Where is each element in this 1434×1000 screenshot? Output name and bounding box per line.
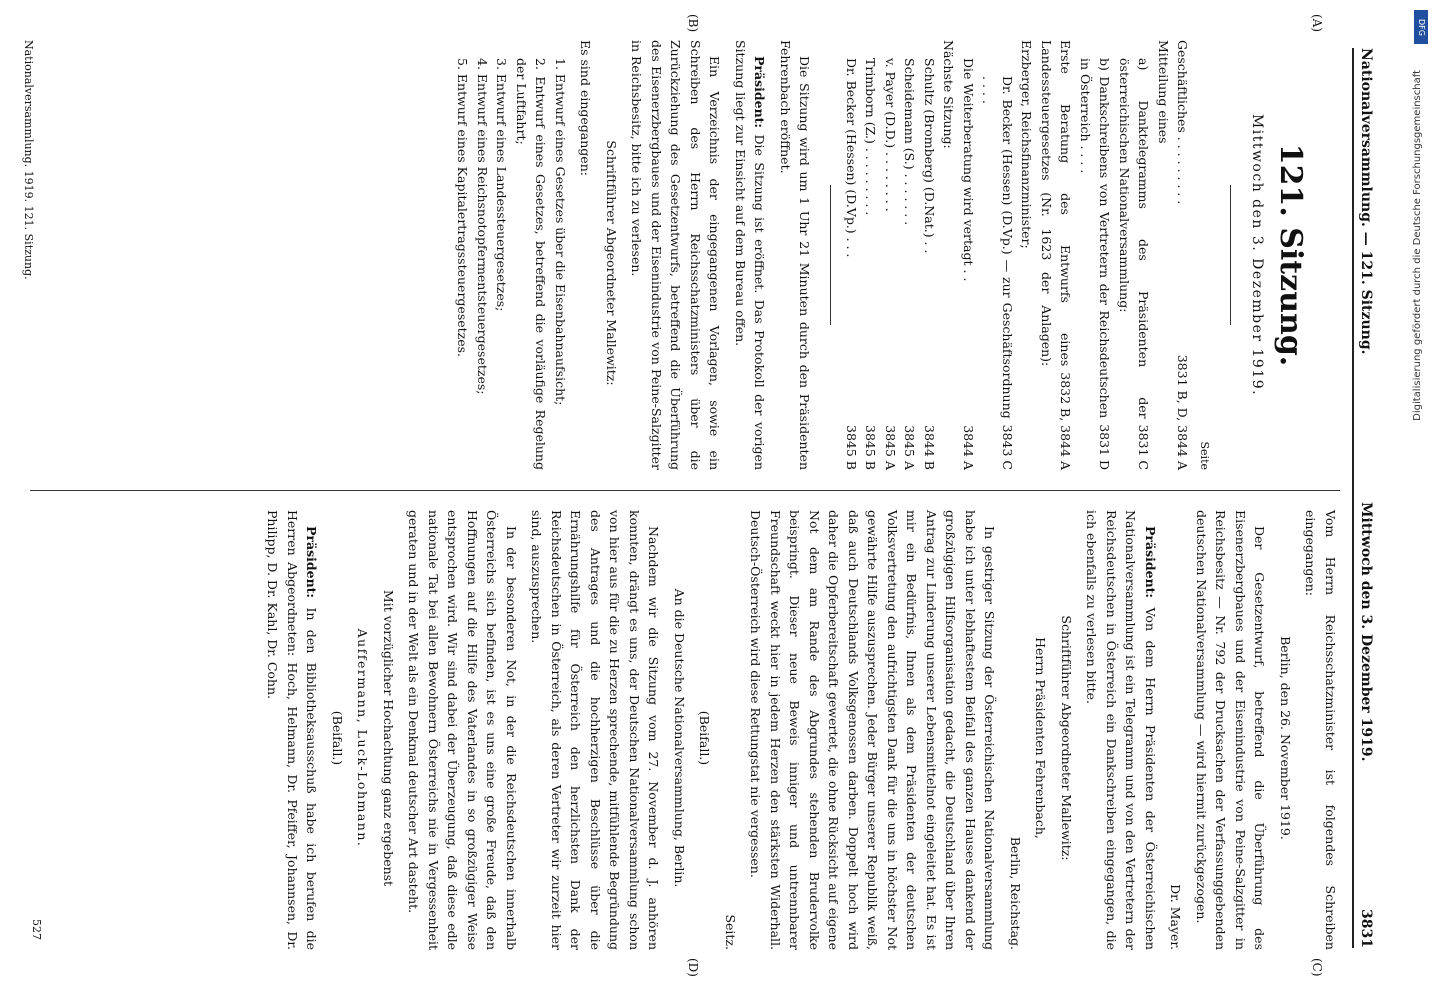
toc-row bbox=[842, 40, 862, 470]
title-rule bbox=[1230, 185, 1231, 325]
dfg-logo-icon: DFG bbox=[1414, 10, 1428, 44]
speaker-label: Präsident: bbox=[304, 526, 320, 599]
opening-paragraph: Die Sitzung wird um 1 Uhr 21 Minuten durch den Präsidenten Fehrenbach eröffnet. bbox=[778, 40, 813, 470]
toc-label: a) Danktelegramms des Präsidenten der österreichischen Nationalversammlung: bbox=[1117, 58, 1152, 419]
toc-ref: 3831 D bbox=[1097, 424, 1113, 470]
running-header bbox=[1352, 48, 1388, 948]
toc-row bbox=[1115, 40, 1154, 470]
telegram-signature: Seitz. bbox=[723, 914, 738, 950]
toc-row bbox=[881, 40, 901, 470]
letter2-address: An die Deutsche Nationalversammlung, Berlin. bbox=[672, 588, 687, 888]
telegram-body: In gestriger Sitzung der Österreichischen Nationalversammlung habe ich unter lebhaftestem Beifall des ganzen Hauses dankend der großzügigen Hilfsorganisation gedacht, die Deutschland über Ihren Antrag zur Linderung unserer Lebensmittelnot eingeleitet hat. Es ist mir ein Bedürfnis, Ihnen als dem Präsidenten der deutschen Volksvertretung den aufrichtigsten Dank für die uns in höchster Not gewährte Hilfe auszusprechen. Jeder Bürger unserer Republik weiß, daß auch Deutschlands Volksgenossen darben. Doppelt hoch wird daher die Opferbereitschaft gewertet, die ohne Rücksicht auf eigene Not dem am Rande des Abgrundes stehenden Brudervolke beispringt. Dieser neue Beweis inniger und untrennbarer Freundschaft weckt hier in jedem Herzen den stärksten Widerhall. Deutsch-Österreich wird diese Rettungstat nie vergessen. bbox=[748, 510, 998, 950]
page-number: 3831 bbox=[1358, 909, 1374, 948]
column-divider bbox=[30, 490, 1340, 491]
header-left: Nationalversammlung. — 121. Sitzung. bbox=[1358, 48, 1374, 355]
speaker-label: Präsident: bbox=[1143, 526, 1158, 599]
toc-label: Scheidemann (S.) . . . . . . . bbox=[902, 58, 918, 226]
secretary-label: Schriftführer Abgeordneter Mallewitz: bbox=[604, 140, 619, 386]
toc-ref: 3845 A bbox=[902, 425, 918, 470]
toc-label: Trimborn (Z.) . . . . . . . . . bbox=[863, 58, 879, 216]
telegram-address-place: Berlin, Reichstag. bbox=[1008, 836, 1023, 950]
intro-paragraph: Vom Herrn Reichsschatzminister ist folgendes Schreiben eingegangen: bbox=[1303, 510, 1338, 950]
telegram-addressee: Herrn Präsidenten Fehrenbach, bbox=[1033, 637, 1049, 839]
letter2-closing: Mit vorzüglicher Hochachtung ganz ergebenst bbox=[381, 589, 396, 887]
right-column bbox=[257, 510, 1340, 950]
footer-left: Nationalversammlung. 1919. 121. Sitzung. bbox=[22, 40, 35, 280]
verzeichnis-paragraph: Ein Verzeichnis der eingegangenen Vorlagen, sowie ein Schreiben des Herrn Reichsschatzministers über die Zurückziehung des Gesetzentwurfs, betreffend die Überführung des Eisenerzbergbaues und der Eisenindustrie von Peine-Salzgitter in Reichsbesitz, bitte ich zu verlesen. bbox=[629, 40, 723, 470]
header-date: Mittwoch den 3. Dezember 1919. bbox=[1358, 502, 1374, 762]
margin-mark-c: (C) bbox=[1310, 958, 1324, 977]
toc-label: Dr. Becker (Hessen) (D.Vp.) . . . bbox=[844, 58, 859, 258]
letter1-place-date: Berlin, den 26. November 1919. bbox=[1278, 636, 1293, 840]
toc-row bbox=[959, 40, 979, 470]
session-date: Mittwoch den 3. Dezember 1919. bbox=[1249, 113, 1266, 397]
toc-row bbox=[939, 40, 959, 470]
letter2-body: Nachdem wir die Sitzung vom 27. November d. J. anhören konnten, drängt es uns, der Deutschen Nationalversammlung schon von hier aus für die zu Herzen sprechende, mitfühlende Begründung des Antrages und die hochherzigen Beschlüsse über die Ernährungshilfe für Österreich den herzlichsten Dank der Reichsdeutschen in Österreich, als deren Vertreter wir zurzeit hier sind, auszusprechen. bbox=[529, 510, 662, 950]
president-statement bbox=[263, 510, 322, 950]
toc-label: Nächste Sitzung: bbox=[941, 40, 957, 149]
toc-row bbox=[861, 40, 881, 470]
footer-right: 527 bbox=[30, 919, 43, 940]
toc-row bbox=[978, 40, 1017, 470]
toc-ref: 3831 B, D, 3844 A bbox=[1175, 354, 1191, 470]
toc-label: Geschäftliches . . . . . . . . . bbox=[1175, 40, 1191, 205]
applause-note: (Beifall.) bbox=[330, 710, 345, 766]
speaker-text: In den Bibliotheksausschuß habe ich berufen die Herren Abgeordneten: Hoch, Helmann, Dr. Pfeiffer, Johannsen, Dr. Philipp, D. Dr. Kahl, Dr. Cohn. bbox=[265, 510, 320, 950]
list-item: 2. Entwurf eines Gesetzes, betreffend die vorläufige Regelung der Luftfahrt; bbox=[514, 58, 549, 470]
toc-label: Dr. Becker (Hessen) (D.Vp.) — zur Geschäftsordnung . . . . bbox=[980, 76, 1015, 419]
toc-ref: 3832 B, 3844 A bbox=[1058, 372, 1074, 470]
eingegangen-label: Es sind eingegangen: bbox=[578, 40, 594, 176]
president-statement bbox=[1082, 510, 1160, 950]
list-item: 1. Entwurf eines Gesetzes über die Eisenbahnaufsicht; bbox=[553, 58, 568, 406]
toc-row bbox=[1076, 40, 1115, 470]
items-list bbox=[453, 40, 570, 470]
margin-mark-b: (B) bbox=[686, 14, 700, 33]
toc-ref: 3831 C bbox=[1136, 424, 1152, 470]
toc-ref: 3844 B bbox=[922, 425, 937, 470]
toc-ref: 3845 B bbox=[844, 425, 859, 470]
credit-text: Digitalisierung gefördert durch die Deutsche Forschungsgemeinschaft bbox=[1412, 70, 1423, 421]
toc-ref: 3843 C bbox=[1000, 424, 1015, 470]
secretary-label: Schriftführer Abgeordneter Mallewitz: bbox=[1059, 615, 1074, 861]
toc-row bbox=[920, 40, 940, 470]
letter1-body: Der Gesetzentwurf, betreffend die Überführung des Eisenerzbergbaues und der Eisenindustrie von Peine-Salzgitter in Reichsbesitz — Nr. 792 der Drucksachen der Verfassunggebenden deutschen Nationalversammlung — wird hiermit zurückgezogen. bbox=[1194, 510, 1268, 950]
toc-row bbox=[1154, 40, 1174, 470]
toc-row bbox=[900, 40, 920, 470]
toc-ref: 3845 B bbox=[863, 425, 879, 470]
letter2-signature: Auffermann, Luck-Lohmann. bbox=[355, 628, 371, 848]
toc-ref: 3845 A bbox=[883, 425, 898, 470]
list-item: 5. Entwurf eines Kapitalertragssteuergesetzes. bbox=[455, 58, 471, 358]
digitization-credit bbox=[1412, 10, 1430, 990]
seite-label: Seite bbox=[1198, 441, 1211, 470]
list-item: 3. Entwurf eines Landessteuergesetzes; bbox=[494, 58, 510, 312]
table-of-contents bbox=[842, 40, 1193, 470]
toc-label: v. Payer (D.D.) . . . . . . . . bbox=[883, 58, 898, 212]
letter2-body-continued: In der besonderen Not, in der die Reichsdeutschen innerhalb Österreichs sich befinden, ist es uns eine große Freude, daß den Hoffnungen auf die Hilfe des Vaterlandes in so großzügiger Weise entsprochen wird. Wir sind dabei der Überzeugung, daß diese edle nationale Tat bei allen Bewohnern Österreichs nie in Vergessenheit geraten und in der Welt als ein Denkmal deutscher Art dasteht. bbox=[406, 510, 519, 950]
toc-label: Schultz (Bromberg) (D.Nat.) . . bbox=[922, 58, 937, 254]
speaker-text: Von dem Herrn Präsidenten der Österreichischen Nationalversammlung ist ein Telegramm und von den Vertretern der Reichsdeutschen in Österreich ein Dankschreiben eingegangen, die ich ebenfalls zu verlesen bitte. bbox=[1084, 510, 1158, 950]
section-rule bbox=[831, 185, 832, 325]
toc-label: Erste Beratung des Entwurfs eines Landessteuergesetzes (Nr. 1623 der Anlagen): Erzberger, Reichsfinanzminister; bbox=[1019, 40, 1074, 367]
list-item: 4. Entwurf eines Reichsnotopfermentsteuergesetzes; bbox=[475, 58, 490, 395]
left-column bbox=[453, 40, 1340, 470]
margin-mark-a: (A) bbox=[1310, 14, 1324, 33]
toc-label: Mitteilung eines bbox=[1156, 40, 1171, 144]
toc-label: Die Weiterberatung wird vertagt . . bbox=[961, 58, 976, 282]
letter1-signature: Dr. Mayer. bbox=[1168, 884, 1184, 950]
toc-ref: 3844 A bbox=[961, 425, 976, 470]
president-statement bbox=[731, 40, 770, 470]
toc-row bbox=[1017, 40, 1076, 470]
applause-note: (Beifall.) bbox=[697, 710, 713, 766]
speaker-label: Präsident: bbox=[752, 56, 768, 129]
session-title: 121. Sitzung. bbox=[1273, 143, 1308, 367]
toc-label: b) Dankschreibens von Vertretern der Reichsdeutschen in Österreich . . . . bbox=[1078, 58, 1113, 419]
margin-mark-d: (D) bbox=[686, 958, 700, 977]
speaker-text: Die Sitzung ist eröffnet. Das Protokoll der vorigen Sitzung liegt zur Einsicht auf dem Bureau offen. bbox=[733, 40, 768, 470]
toc-row bbox=[1173, 40, 1193, 470]
